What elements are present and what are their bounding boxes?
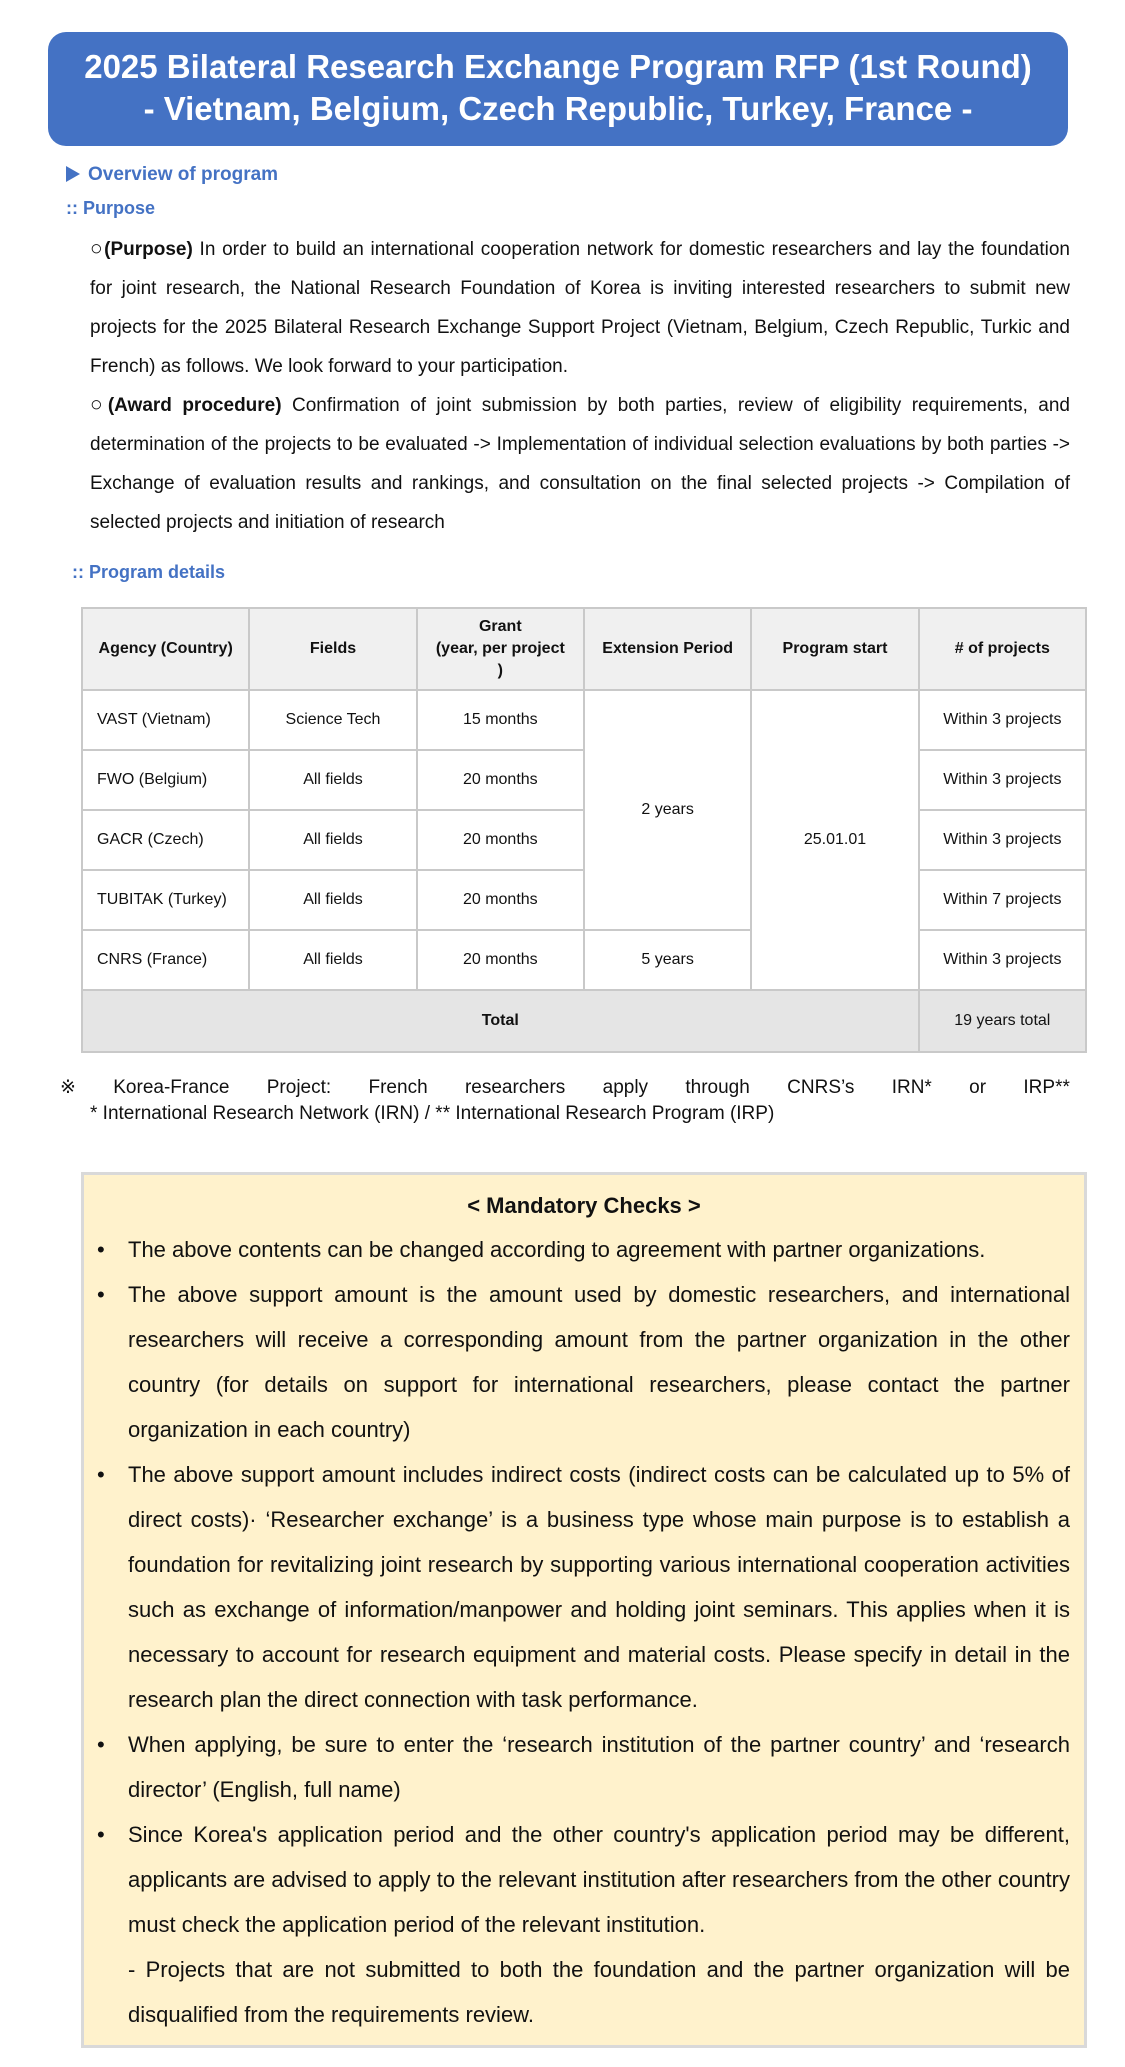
- grant-cell: 20 months: [417, 750, 584, 810]
- header-grant: Grant (year, per project ): [417, 608, 584, 690]
- extension-cell: 5 years: [584, 930, 751, 990]
- footnote: [60, 1075, 1070, 1127]
- projects-cell: Within 3 projects: [919, 810, 1086, 870]
- list-item: [84, 1812, 1070, 2037]
- circle-bullet-icon: ○: [90, 393, 108, 416]
- header-fields: Fields: [249, 608, 416, 690]
- overview-heading-text: Overview of program: [88, 164, 279, 185]
- award-paragraph: [90, 385, 1070, 542]
- agency-cell: FWO (Belgium): [82, 750, 249, 810]
- projects-cell: Within 3 projects: [919, 930, 1086, 990]
- table-row: [82, 690, 1086, 750]
- award-label: (Award procedure): [107, 395, 282, 416]
- agency-cell: VAST (Vietnam): [82, 690, 249, 750]
- mandatory-checks-box: [81, 1172, 1087, 2048]
- footnote-word: IRP**: [1023, 1077, 1070, 1098]
- footnote-word: researchers: [464, 1077, 566, 1098]
- bullet-dot-icon: •: [97, 1462, 105, 1487]
- table-header-row: [82, 608, 1086, 690]
- purpose-text: In order to build an international cooperation network for domestic researchers and lay the foundation for joint research, the National Research Foundation of Korea is inviting interested researchers to submit new projects for the 2025 Bilateral Research Exchange Support Project (Vietnam, Belgium, Czech Republic, Turkic and French) as follows. We look forward to your participation.: [90, 239, 1071, 377]
- check-text: When applying, be sure to enter the ‘research institution of the partner country’ and ‘research director’ (English, full name): [128, 1732, 1070, 1802]
- agency-cell: GACR (Czech): [82, 810, 249, 870]
- bullet-dot-icon: •: [97, 1822, 105, 1847]
- agency-cell: CNRS (France): [82, 930, 249, 990]
- triangle-bullet-icon: [66, 166, 80, 182]
- field-cell: Science Tech: [249, 690, 416, 750]
- total-row: [82, 990, 1086, 1052]
- footnote-word: French: [368, 1077, 428, 1098]
- circle-bullet-icon: ○: [90, 237, 105, 260]
- program-start-cell: 25.01.01: [751, 690, 918, 990]
- table-row: [82, 930, 1086, 990]
- grant-cell: 15 months: [417, 690, 584, 750]
- projects-cell: Within 3 projects: [919, 750, 1086, 810]
- details-heading: :: Program details: [72, 562, 226, 582]
- mandatory-checks-title: < Mandatory Checks >: [467, 1193, 701, 1218]
- list-item: [84, 1722, 1070, 1812]
- list-item: [84, 1452, 1070, 1722]
- footnote-word: or: [969, 1077, 987, 1098]
- field-cell: All fields: [249, 870, 416, 930]
- title-banner: [48, 32, 1068, 146]
- program-details-table: [81, 607, 1087, 1053]
- projects-cell: Within 3 projects: [919, 690, 1086, 750]
- footnote-word: apply: [602, 1077, 649, 1098]
- footnote-word: Project:: [266, 1077, 332, 1098]
- grant-cell: 20 months: [417, 930, 584, 990]
- footnote-word: IRN*: [891, 1077, 932, 1098]
- purpose-heading: :: Purpose: [66, 198, 156, 218]
- purpose-label: (Purpose): [104, 239, 193, 260]
- reference-mark-icon: ※: [60, 1077, 76, 1098]
- agency-cell: TUBITAK (Turkey): [82, 870, 249, 930]
- check-text: The above support amount is the amount used by domestic researchers, and international researchers will receive a corresponding amount from the partner organization in the other country (for details on support for international researchers, please contact the partner organization in each country): [128, 1282, 1070, 1442]
- grant-cell: 20 months: [417, 870, 584, 930]
- footnote-line-1: [60, 1075, 1070, 1101]
- footnote-word: Korea-France: [113, 1077, 230, 1098]
- footnote-word: through: [685, 1077, 750, 1098]
- overview-heading: [66, 164, 278, 186]
- bullet-dot-icon: •: [97, 1282, 105, 1307]
- title-line-1: 2025 Bilateral Research Exchange Program RFP (1st Round): [84, 48, 1032, 85]
- header-program-start: Program start: [751, 608, 918, 690]
- footnote-line-2: * International Research Network (IRN) / ** International Research Program (IRP): [90, 1103, 775, 1124]
- field-cell: All fields: [249, 750, 416, 810]
- checks-list: [84, 1227, 1084, 2037]
- footnote-word: CNRS’s: [787, 1077, 855, 1098]
- list-item: [84, 1227, 1070, 1272]
- check-text: The above contents can be changed according to agreement with partner organizations.: [128, 1237, 986, 1262]
- bullet-dot-icon: •: [97, 1732, 105, 1757]
- extension-cell: 2 years: [584, 690, 751, 930]
- grant-cell: 20 months: [417, 810, 584, 870]
- purpose-paragraph: [90, 229, 1070, 386]
- title-line-2: - Vietnam, Belgium, Czech Republic, Turkey, France -: [143, 90, 973, 127]
- bullet-dot-icon: •: [97, 1237, 105, 1262]
- check-text: Since Korea's application period and the other country's application period may be different, applicants are advised to apply to the relevant institution after researchers from the other country must check the application period of the relevant institution.: [128, 1822, 1070, 1937]
- header-agency: Agency (Country): [82, 608, 249, 690]
- header-extension: Extension Period: [584, 608, 751, 690]
- header-projects: # of projects: [919, 608, 1086, 690]
- check-text: The above support amount includes indirect costs (indirect costs can be calculated up to 5% of direct costs)· ‘Researcher exchange’ is a business type whose main purpose is to establish a foundation for revitalizing joint research by supporting various international cooperation activities such as exchange of information/manpower and holding joint seminars. This applies when it is necessary to account for research equipment and material costs. Please specify in detail in the research plan the direct connection with task performance.: [128, 1462, 1070, 1712]
- check-subtext: - Projects that are not submitted to both the foundation and the partner organization will be disqualified from the requirements review.: [128, 1957, 1070, 2027]
- field-cell: All fields: [249, 930, 416, 990]
- projects-cell: Within 7 projects: [919, 870, 1086, 930]
- total-value: 19 years total: [919, 990, 1086, 1052]
- list-item: [84, 1272, 1070, 1452]
- field-cell: All fields: [249, 810, 416, 870]
- award-text: Confirmation of joint submission by both parties, review of eligibility requirements, and determination of the projects to be evaluated -> Implementation of individual selection evaluations by both parties -> Exchange of evaluation results and rankings, and consultation on the final selected projects -> Compilation of selected projects and initiation of research: [90, 395, 1070, 533]
- total-label: Total: [82, 990, 919, 1052]
